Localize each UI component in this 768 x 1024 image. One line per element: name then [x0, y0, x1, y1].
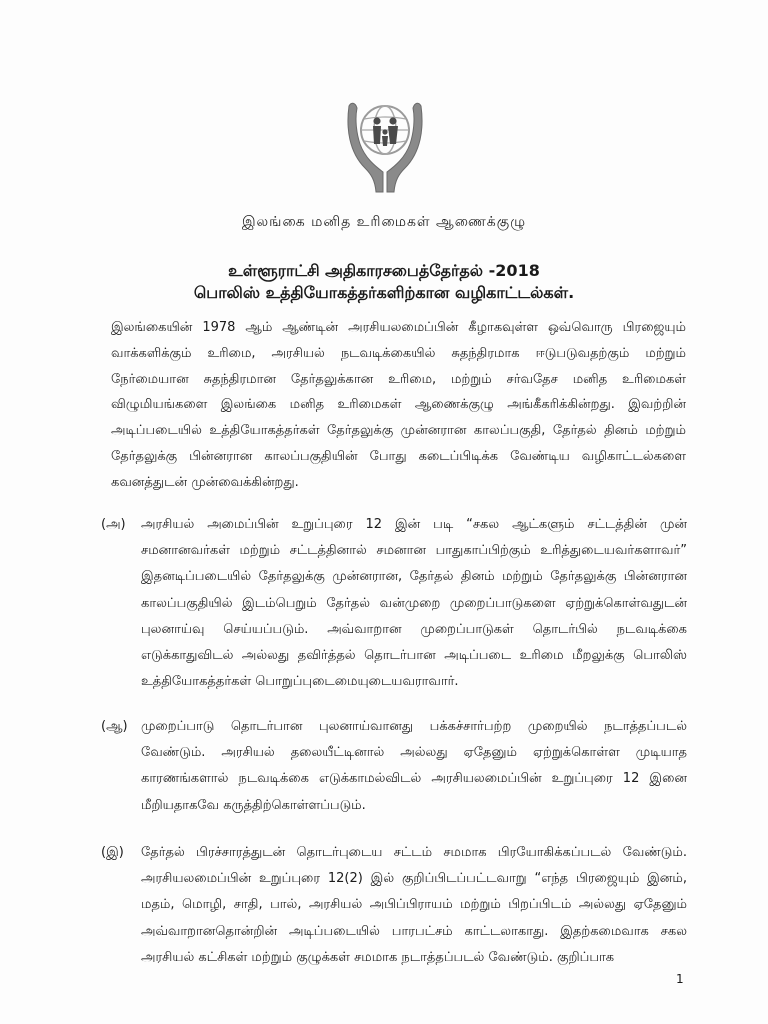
page-number: 1	[676, 972, 684, 986]
intro-paragraph: இலங்கையின் 1978 ஆம் ஆண்டின் அரசியலமைப்பின் கீழாகவுள்ள ஒவ்வொரு பிரஜையும் வாக்களிக்கும் உரிமை, அரசியல் நடவடிக்கையில் சுதந்திரமாக ஈடுபடுவதற்கும் மற்றும் நேர்மையான சுதந்திரமான தேர்தலுக்கான உரிமை, மற்றும் சர்வதேச மனித உரிமைகள் விழுமியங்களை இலங்கை மனித உரிமைகள் ஆணைக்குழு அங்கீகரிக்கின்றது. இவற்றின் அடிப்படையில் உத்தியோகத்தர்கள் தேர்தலுக்கு முன்னரான காலப்பகுதி, தேர்தல் தினம் மற்றும் தேர்தலுக்கு பின்னரான காலப்பகுதியின் போது கடைப்பிடிக்க வேண்டிய வழிகாட்டல்களை கவனத்துடன் முன்வைக்கின்றது.	[111, 320, 686, 490]
organization-name: இலங்கை மனித உரிமைகள் ஆணைக்குழு	[241, 214, 527, 230]
section-marker: (அ)	[101, 517, 126, 532]
section-marker: (இ)	[101, 845, 124, 860]
human-rights-commission-logo	[343, 88, 427, 200]
section-paragraph: அரசியல் அமைப்பின் உறுப்புரை 12 இன் படி “சகல ஆட்களும் சட்டத்தின் முன் சமனானவர்கள் மற்றும் சட்டத்தினால் சமனான பாதுகாப்பிற்கும் உரித்துடையவர்களாவர்” இதனடிப்படையில் தேர்தலுக்கு முன்னரான, தேர்தல் தினம் மற்றும் தேர்தலுக்கு பின்னரான காலப்பகுதியில் இடம்பெறும் தேர்தல் வன்முறை முறைப்பாடுகளை ஏற்றுக்கொள்வதுடன் புலனாய்வு செய்யப்படும். அவ்வாறான முறைப்பாடுகள் தொடர்பில் நடவடிக்கை எடுக்காதுவிடல் அல்லது தவிர்த்தல் தொடர்பான அடிப்படை உரிமை மீறலுக்கு பொலிஸ் உத்தியோகத்தர்கள் பொறுப்புடைமையுடையவராவார்.	[141, 517, 687, 690]
section-paragraph: தேர்தல் பிரச்சாரத்துடன் தொடர்புடைய சட்டம் சமமாக பிரயோகிக்கப்படல் வேண்டும். அரசியலமைப்பின் உறுப்புரை 12(2) இல் குறிப்பிடப்பட்டவாறு “எந்த பிரஜையும் இனம், மதம், மொழி, சாதி, பால், அரசியல் அபிப்பிராயம் மற்றும் பிறப்பிடம் அல்லது ஏதேனும் அவ்வாறானதொன்றின் அடிப்படையில் பாரபட்சம் காட்டலாகாது. இதற்கமைவாக சகல அரசியல் கட்சிகள் மற்றும் குழுக்கள் சமமாக நடாத்தப்படல் வேண்டும். குறிப்பாக	[141, 845, 687, 965]
section-paragraph: முறைப்பாடு தொடர்பான புலனாய்வானது பக்கச்சார்பற்ற முறையில் நடாத்தப்படல் வேண்டும். அரசியல் தலையீட்டினால் அல்லது ஏதேனும் ஏற்றுக்கொள்ள முடியாத காரணங்களால் நடவடிக்கை எடுக்காமல்விடல் அரசியலமைப்பின் உறுப்புரை 12 இனை மீறியதாகவே கருத்திற்கொள்ளப்படும்.	[141, 719, 687, 813]
document-title: உள்ளூராட்சி அதிகாரசபைத்தேர்தல் -2018	[228, 261, 540, 280]
section-marker: (ஆ)	[101, 719, 128, 734]
document-subtitle: பொலிஸ் உத்தியோகத்தர்களிற்கான வழிகாட்டல்கள்.	[193, 283, 575, 302]
